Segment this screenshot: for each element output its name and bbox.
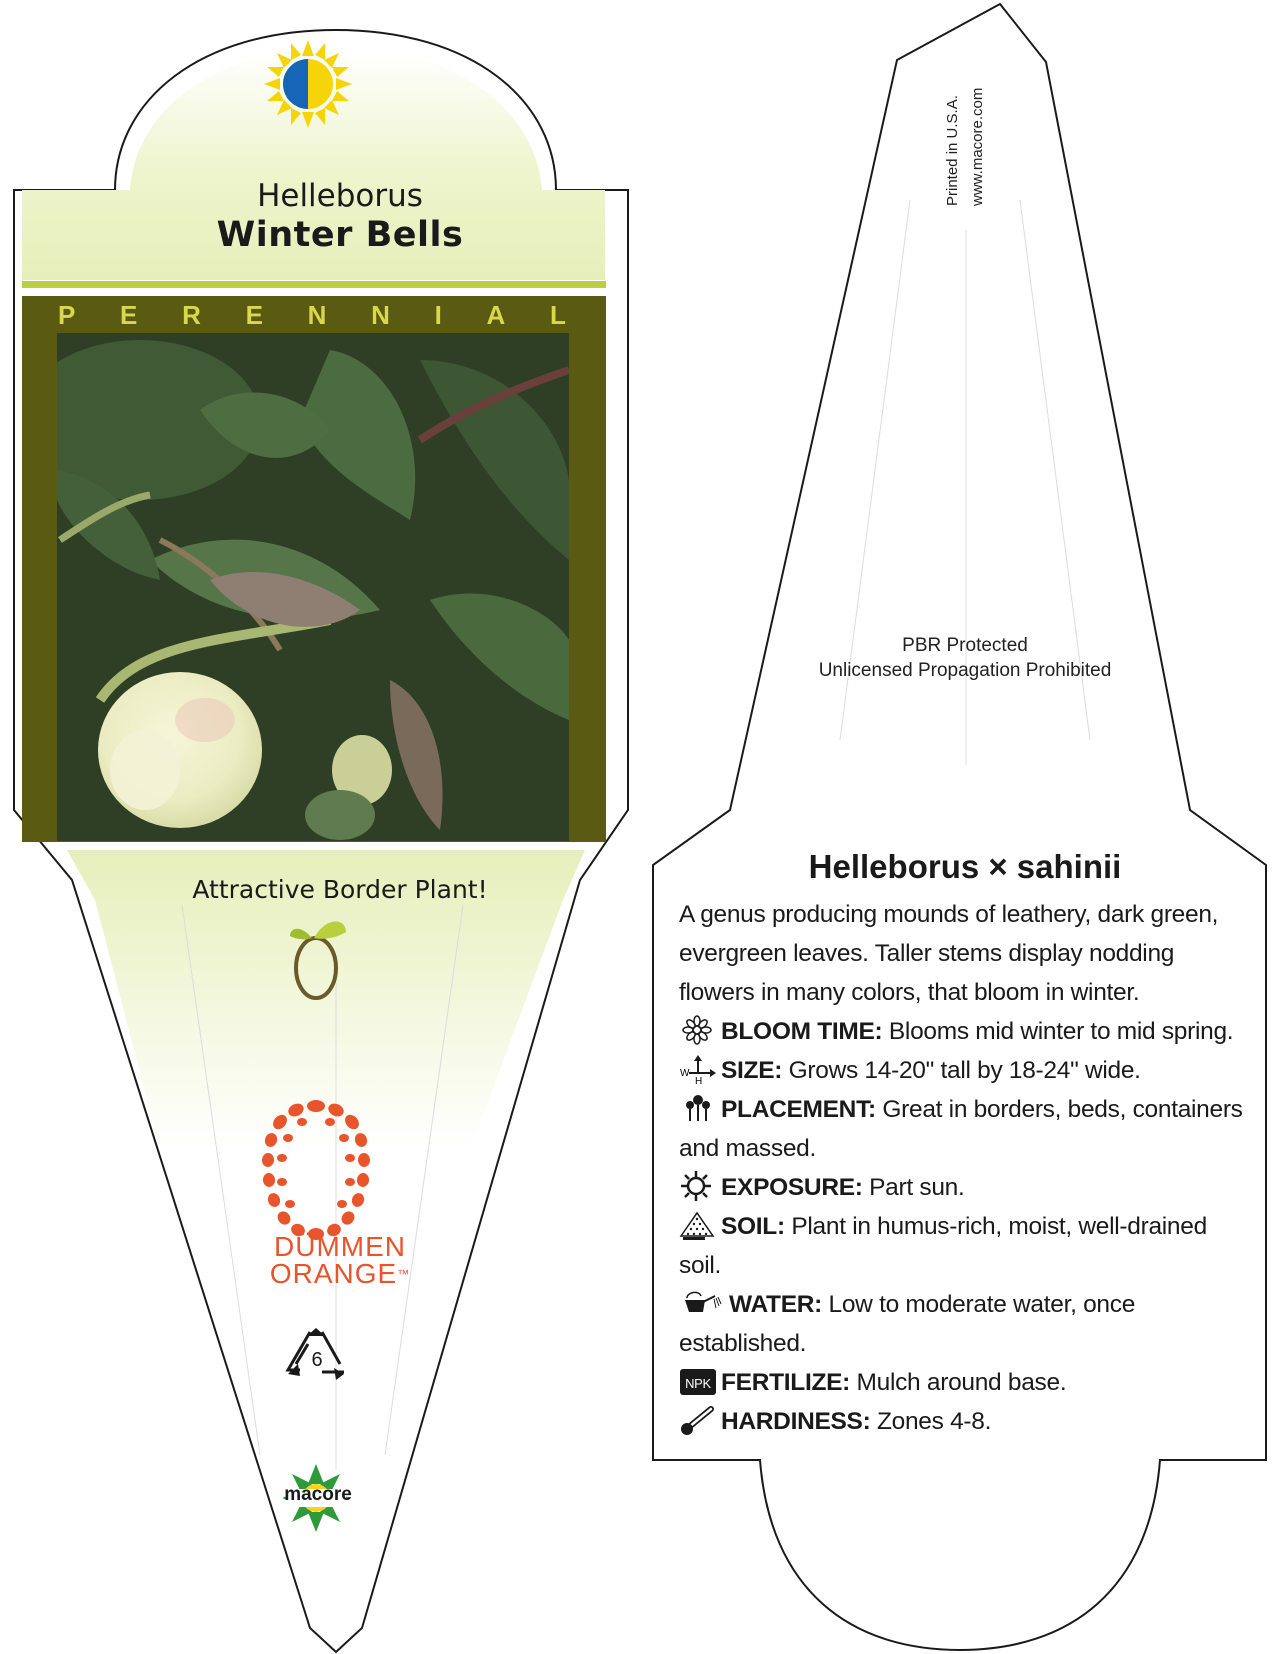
category-letter: N <box>307 300 327 330</box>
care-item-water <box>679 1285 1254 1363</box>
care-item-size <box>679 1051 1254 1090</box>
care-text: Plant in humus-rich, moist, well-drained soil. <box>679 1213 1207 1279</box>
common-name-cultivar: Winter Bells <box>216 215 464 255</box>
care-label: FERTILIZE: <box>721 1369 851 1396</box>
watering-can-icon <box>679 1288 725 1318</box>
plant-category-perennial <box>58 300 566 331</box>
care-text: Low to moderate water, once established. <box>679 1291 1136 1357</box>
size-icon-h: H <box>695 1076 702 1084</box>
part-sun-top-icon <box>264 40 352 128</box>
care-text: Great in borders, beds, containers and massed. <box>679 1096 1243 1162</box>
care-label: PLACEMENT: <box>721 1096 876 1123</box>
care-item-exposure <box>679 1168 1254 1207</box>
thermometer-icon <box>679 1405 717 1435</box>
category-letter: A <box>486 300 506 330</box>
npk-label: NPK <box>685 1376 711 1391</box>
placement-flowers-icon <box>679 1093 717 1123</box>
care-item-soil <box>679 1207 1254 1285</box>
common-name-genus: Helleborus <box>257 178 423 214</box>
part-sun-icon <box>679 1171 717 1201</box>
care-text: Grows 14-20" tall by 18-24" wide. <box>788 1057 1141 1084</box>
care-item-placement <box>679 1090 1254 1168</box>
care-item-hardiness <box>679 1402 1254 1441</box>
recycle-number: 6 <box>311 1349 323 1371</box>
category-letter: L <box>550 300 566 330</box>
care-item-fertilize <box>679 1363 1254 1402</box>
plant-description: A genus producing mounds of leathery, dark green, evergreen leaves. Taller stems display nodding flowers in many colors, that bloom in winter. <box>679 901 1219 1006</box>
care-label: SIZE: <box>721 1057 783 1084</box>
brand-name-line2 <box>220 1258 460 1289</box>
care-label: SOIL: <box>721 1213 785 1240</box>
care-text: Mulch around base. <box>856 1369 1067 1396</box>
category-letter: E <box>245 300 263 330</box>
size-icon-w: W <box>680 1068 690 1079</box>
care-text: Zones 4-8. <box>876 1408 992 1435</box>
website-text: www.macore.com <box>969 87 986 206</box>
npk-bag-icon <box>679 1366 717 1396</box>
flower-icon <box>679 1015 717 1045</box>
care-label: EXPOSURE: <box>721 1174 863 1201</box>
category-letter: R <box>182 300 201 330</box>
care-label: HARDINESS: <box>721 1408 871 1435</box>
size-arrows-icon <box>679 1054 717 1084</box>
brand-name-line1: DÜMMEN <box>274 1231 406 1262</box>
category-letter: P <box>58 300 76 330</box>
care-label: WATER: <box>729 1291 823 1318</box>
trademark-mark: ™ <box>397 1267 411 1281</box>
printed-in-text: Printed in U.S.A. <box>944 95 961 206</box>
brand-name-word: ORANGE <box>269 1258 398 1289</box>
category-letter: I <box>434 300 442 330</box>
soil-pile-icon <box>679 1210 717 1240</box>
care-label: BLOOM TIME: <box>721 1018 883 1045</box>
pbr-line2: Unlicensed Propagation Prohibited <box>818 660 1112 681</box>
category-letter: N <box>371 300 390 330</box>
header-band <box>22 281 606 288</box>
tagline: Attractive Border Plant! <box>192 875 488 904</box>
botanical-name: Helleborus × sahinii <box>808 848 1122 885</box>
category-letter: E <box>120 300 138 330</box>
care-text: Blooms mid winter to mid spring. <box>888 1018 1234 1045</box>
plant-photo <box>20 333 569 841</box>
care-text: Part sun. <box>869 1174 965 1201</box>
care-item-bloom-time <box>679 1012 1254 1051</box>
pbr-line1: PBR Protected <box>902 635 1028 656</box>
printer-logo-text: macore <box>284 1484 352 1505</box>
